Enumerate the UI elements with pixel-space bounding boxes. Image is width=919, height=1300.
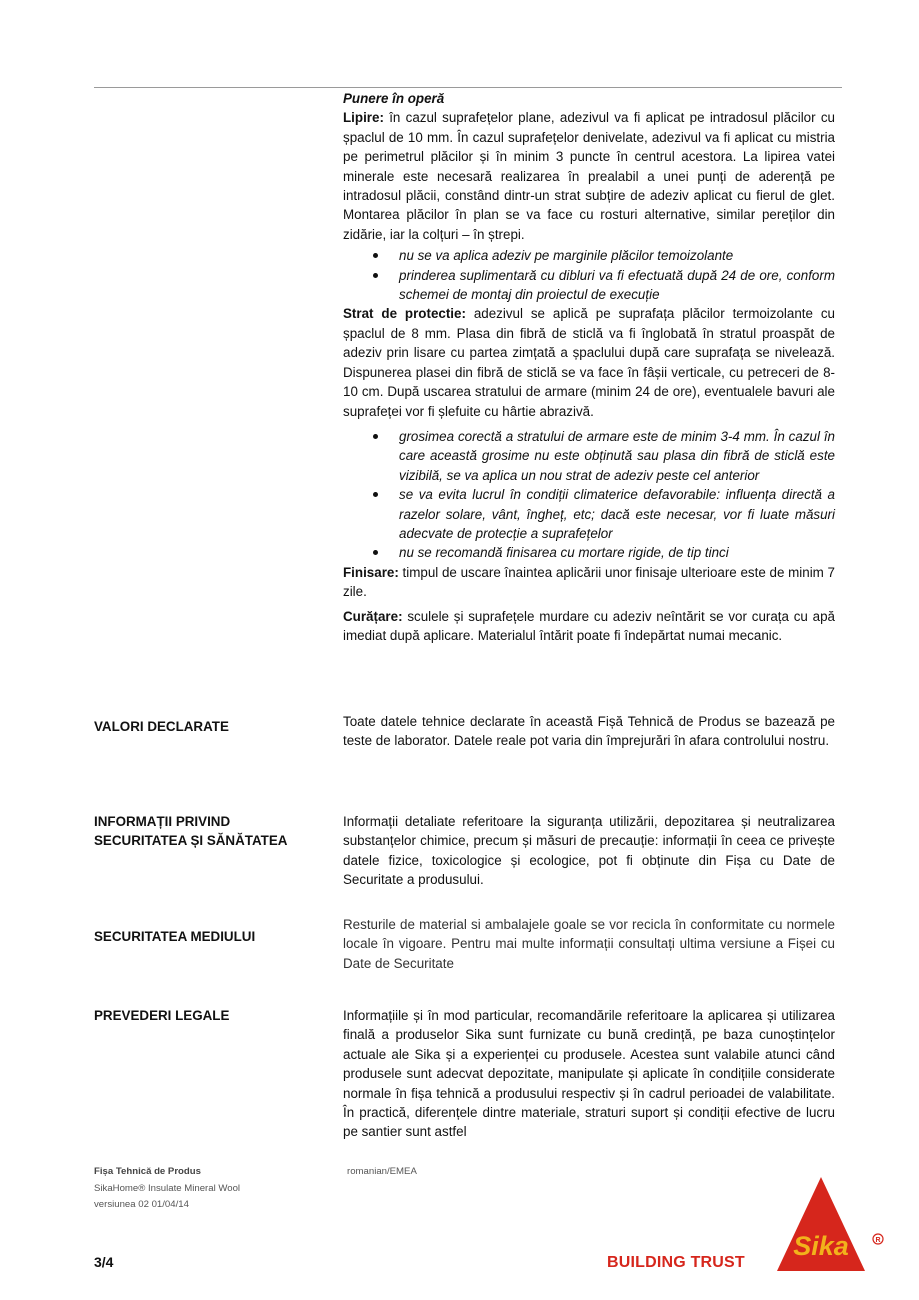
finisare-label: Finisare: (343, 564, 399, 580)
lipire-text: în cazul suprafețelor plane, adezivul va fi aplicat pe intradosul plăcilor cu șpaclul de 10 mm. În cazul suprafețelor denivelate, adezivul va fi aplicat cu mistria pe perimetrul plăcilor și în minim 3 puncte în centrul acestora. La lipirea vatei minerale este necesară realizarea în prealabil a unei punți de aderență pe intradosul plăcii, constând dintr-un strat subțire de adeziv aplicat cu fierul de glet. Montarea plăcilor în plan se va face cu rosturi alternative, similar pereților din zidărie, iar la colțuri – în ștrepi. (343, 110, 835, 242)
strat-paragraph (343, 304, 835, 420)
curatare-text: sculele și suprafețele murdare cu adeziv neîntărit se vor curața cu apă imediat după aplicare. Materialul întărit poate fi îndepărtat numai mecanic. (343, 608, 835, 643)
finisare-text: timpul de uscare înaintea aplicării unor finisaje ulterioare este de minim 7 zile. (343, 564, 835, 600)
finisare-paragraph (343, 563, 835, 602)
list-item: nu se recomandă finisarea cu mortare rigide, de tip tinci (343, 543, 835, 562)
curatare-paragraph (343, 607, 835, 646)
footer-product: SikaHome® Insulate Mineral Wool (94, 1182, 241, 1194)
curatare-label: Curățare: (343, 608, 403, 624)
list-item: se va evita lucrul în condiții climaterice defavorabile: influența directă a razelor solare, vânt, îngheț, etc; dacă este necesar, vor fi luate măsuri adecvate de protecție a suprafețelor (343, 485, 835, 543)
sika-logo (777, 1177, 887, 1273)
lipire-paragraph (343, 108, 835, 244)
footer-locale: romanian/EMEA (347, 1166, 417, 1177)
list-item: prinderea suplimentară cu dibluri va fi efectuată după 24 de ore, conform schemei de montaj din proiectul de execuție (343, 266, 835, 305)
list-item: grosimea corectă a stratului de armare este de minim 3-4 mm. În cazul în care această grosime nu este obținută sau plasa din fibră de sticlă este vizibilă, se va aplica un nou strat de adeziv peste cel anterior (343, 427, 835, 485)
siguranta-label-line2: SECURITATEA ȘI SĂNĂTATEA (94, 833, 288, 849)
footer-version: versiunea 02 01/04/14 (94, 1199, 189, 1210)
siguranta-text: Informații detaliate referitoare la siguranța utilizării, depozitarea și neutralizarea substanțelor chimice, precum și măsuri de precauție: informații în ceea ce privește datele fizice, toxicologice și ecologice, pot fi obținute din Fișa cu Date de Securitate a produsului. (343, 814, 835, 888)
strat-label: Strat de protectie: (343, 306, 466, 322)
footer-doc-info (94, 1164, 240, 1214)
strat-text: adezivul se aplică pe suprafața plăcilor termoizolante cu șpaclul de 8 mm. Plasa din fibră de sticlă va fi înglobată în stratul proaspăt de adeziv prin lisare cu partea zimțată a șpaclului după care suprafața se nivelează. Dispunerea plasei din fibră de sticlă se va face în fâșii verticale, cu petreceri de 8-10 cm. După uscarea stratului de armare (minim 24 de ore), eventualele bavuri ale suprafeței vor fi șlefuite cu hârtie abrazivă. (343, 306, 835, 419)
svg-text:Sika: Sika (793, 1231, 849, 1261)
siguranta-label-line1: INFORMAȚII PRIVIND (94, 814, 231, 829)
legale-label: PREVEDERI LEGALE (94, 1008, 230, 1023)
list-item: nu se va aplica adeziv pe marginile plăcilor temoizolante (343, 246, 835, 265)
lipire-bullets (343, 246, 835, 304)
mediu-text: Resturile de material si ambalajele goale se vor recicla în conformitate cu normele locale în vigoare. Pentru mai multe informații consultați ultima versiune a Fișei cu Date de Securitate (343, 917, 835, 971)
valori-label: VALORI DECLARATE (94, 719, 229, 734)
application-heading: Punere în operă (343, 91, 445, 106)
building-trust-slogan: BUILDING TRUST (607, 1254, 745, 1271)
application-section (343, 89, 835, 645)
valori-text: Toate datele tehnice declarate în această Fișă Tehnică de Produs se bazează pe teste de laborator. Datele reale pot varia din împrejurări în afara controlului nostru. (343, 714, 835, 749)
siguranta-label (94, 812, 324, 851)
svg-text:R: R (875, 1237, 881, 1244)
lipire-label: Lipire: (343, 110, 384, 126)
page-number: 3/4 (94, 1254, 114, 1270)
legale-text: Informațiile și în mod particular, recomandările referitoare la aplicarea și utilizarea finală a produselor Sika sunt furnizate cu bună credință, pe baza cunoștințelor actuale ale Sika și a experienței cu produsele. Acestea sunt valabile atunci când produsele sunt adecvat depozitate, manipulate și aplicate în condițiile considerate normale în fișa tehnică a produsului respectiv și în cadrul perioadei de valabilitate. În practică, diferențele dintre materiale, straturi suport și condiții efective de lucru pe santier sunt astfel (343, 1008, 835, 1140)
footer-doc-type: Fișa Tehnică de Produs (94, 1166, 201, 1177)
strat-bullets (343, 427, 835, 563)
header-divider (94, 87, 842, 88)
sika-triangle-logo-icon (777, 1177, 887, 1273)
mediu-label: SECURITATEA MEDIULUI (94, 929, 256, 944)
